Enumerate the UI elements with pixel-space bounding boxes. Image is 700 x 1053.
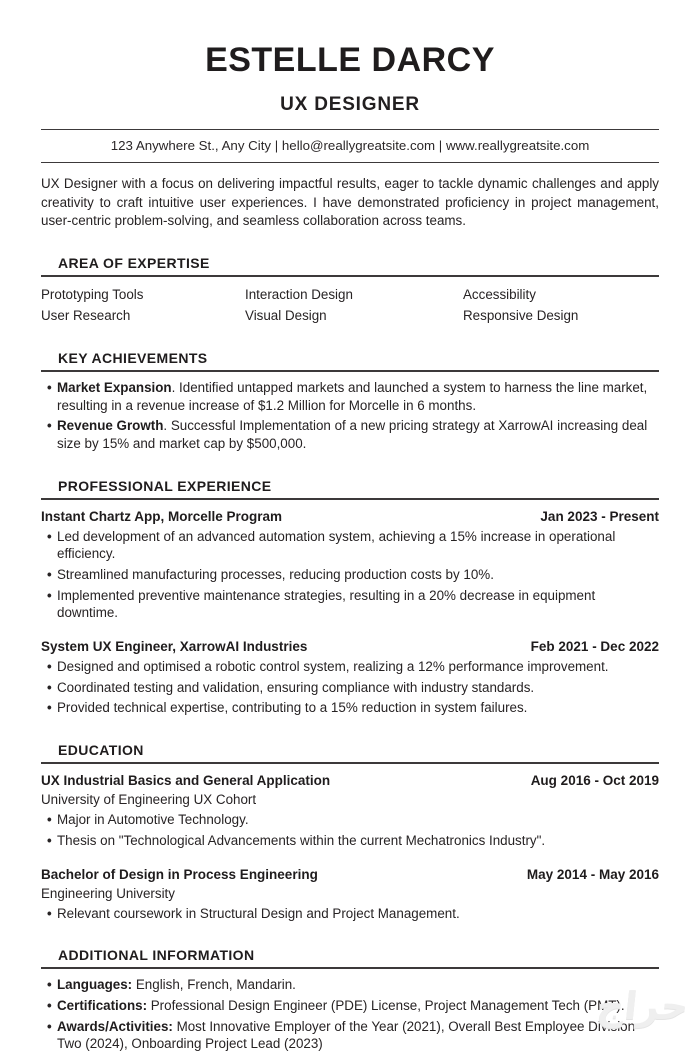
education-entry — [41, 867, 659, 923]
profile-summary: UX Designer with a focus on delivering impactful results, eager to tackle dynamic challenges and apply creativity to craft intuitive user experiences. I have demonstrated proficiency in project management, user-centric problem-solving, and seamless collaboration across teams. — [41, 176, 659, 228]
divider — [41, 370, 659, 372]
section-heading-achievements: KEY ACHIEVEMENTS — [58, 349, 208, 366]
list-item — [41, 658, 659, 676]
education-bullets — [41, 905, 659, 923]
bullet-icon: • — [47, 700, 52, 716]
entry-head — [41, 867, 659, 882]
school-name: University of Engineering UX Cohort — [41, 792, 257, 808]
degree-title: Bachelor of Design in Process Engineering — [41, 866, 318, 882]
bullet-text: Implemented preventive maintenance strategies, resulting in a 20% decrease in equipment downtime. — [57, 587, 596, 621]
bullet-icon: • — [47, 905, 52, 921]
expertise-item: Responsive Design — [463, 308, 579, 324]
job-dates: Feb 2021 - Dec 2022 — [530, 639, 659, 655]
divider — [41, 967, 659, 969]
section-heading-education: EDUCATION — [58, 742, 144, 759]
entry-head — [41, 773, 659, 788]
list-item — [41, 379, 659, 414]
section-heading-expertise: AREA OF EXPERTISE — [58, 255, 210, 272]
bullet-text: Major in Automotive Technology. — [57, 812, 249, 828]
bullet-icon: • — [47, 812, 52, 828]
degree-dates: Aug 2016 - Oct 2019 — [530, 773, 659, 789]
expertise-item: Visual Design — [245, 308, 327, 324]
job-title: System UX Engineer, XarrowAI Industries — [41, 639, 308, 655]
additional-rest: English, French, Mandarin. — [132, 977, 296, 993]
bullet-text: Provided technical expertise, contributing to a 15% reduction in system failures. — [57, 700, 528, 716]
list-item — [41, 1018, 659, 1053]
divider — [41, 275, 659, 277]
divider — [41, 162, 659, 163]
bullet-text: Streamlined manufacturing processes, reducing production costs by 10%. — [57, 567, 494, 583]
list-item — [41, 976, 659, 994]
school-name: Engineering University — [41, 885, 175, 901]
achievement-rest: . Successful Implementation of a new pricing strategy at XarrowAI increasing deal size by 15% and market cap by $500,000. — [57, 418, 648, 451]
achievements-list — [41, 379, 659, 453]
job-title: Instant Chartz App, Morcelle Program — [41, 508, 283, 524]
section-expertise — [41, 255, 659, 325]
entry-head — [41, 639, 659, 654]
degree-dates: May 2014 - May 2016 — [526, 866, 659, 882]
education-entry — [41, 773, 659, 849]
section-education — [41, 742, 659, 922]
bullet-icon: • — [47, 567, 52, 583]
list-item — [41, 997, 659, 1015]
list-item — [41, 679, 659, 697]
candidate-name: ESTELLE DARCY — [205, 41, 495, 79]
additional-text — [57, 976, 659, 994]
bullet-text: Thesis on "Technological Advancements within the current Mechatronics Industry". — [57, 832, 546, 848]
entry-head — [41, 509, 659, 524]
list-item — [41, 587, 659, 622]
bullet-icon: • — [47, 528, 52, 544]
bullet-icon: • — [47, 997, 52, 1013]
bullet-icon: • — [47, 977, 52, 993]
achievement-lead: Market Expansion — [57, 379, 172, 395]
resume-header — [41, 42, 659, 116]
list-item — [41, 528, 659, 563]
achievement-text — [57, 417, 659, 452]
job-bullets — [41, 658, 659, 717]
list-item — [41, 417, 659, 452]
divider — [41, 762, 659, 764]
section-heading-additional: ADDITIONAL INFORMATION — [58, 947, 255, 964]
expertise-item: Prototyping Tools — [41, 287, 144, 303]
section-achievements — [41, 350, 659, 453]
divider — [41, 498, 659, 500]
bullet-icon: • — [47, 379, 52, 395]
bullet-icon: • — [47, 659, 52, 675]
additional-lead: Awards/Activities: — [57, 1018, 173, 1034]
watermark: حراج — [594, 984, 691, 1028]
additional-rest: Professional Design Engineer (PDE) License, Project Management Tech (PMT). — [147, 997, 625, 1013]
bullet-text: Coordinated testing and validation, ensuring compliance with industry standards. — [57, 679, 535, 695]
list-item — [41, 811, 659, 829]
candidate-role: UX DESIGNER — [280, 94, 420, 116]
bullet-icon: • — [47, 1018, 52, 1034]
achievement-text — [57, 379, 659, 414]
degree-title: UX Industrial Basics and General Application — [41, 773, 331, 789]
expertise-item: Accessibility — [463, 287, 536, 303]
additional-lead: Languages: — [57, 977, 133, 993]
job-bullets — [41, 528, 659, 622]
contact-line: 123 Anywhere St., Any City | hello@reallygreatsite.com | www.reallygreatsite.com — [110, 138, 590, 154]
expertise-grid — [41, 286, 659, 325]
achievement-lead: Revenue Growth — [57, 418, 164, 434]
additional-list — [41, 976, 659, 1053]
bullet-text: Designed and optimised a robotic control system, realizing a 12% performance improvement. — [57, 659, 609, 675]
section-additional — [41, 947, 659, 1053]
bullet-text: Relevant coursework in Structural Design and Project Management. — [57, 905, 460, 921]
additional-text — [57, 997, 659, 1015]
experience-entry — [41, 639, 659, 717]
expertise-item: User Research — [41, 308, 131, 324]
job-dates: Jan 2023 - Present — [540, 508, 659, 524]
section-experience — [41, 478, 659, 718]
list-item — [41, 699, 659, 717]
additional-text — [57, 1018, 659, 1053]
bullet-icon: • — [47, 832, 52, 848]
bullet-icon: • — [47, 587, 52, 603]
section-heading-experience: PROFESSIONAL EXPERIENCE — [58, 477, 272, 494]
bullet-icon: • — [47, 418, 52, 434]
achievement-rest: . Identified untapped markets and launched a system to harness the line market, resulting in a revenue increase of $1.2 Million for Morcelle in 6 months. — [57, 379, 648, 413]
additional-lead: Certifications: — [57, 997, 148, 1013]
bullet-icon: • — [47, 679, 52, 695]
bullet-text: Led development of an advanced automation system, achieving a 15% increase in operational efficiency. — [57, 528, 616, 562]
expertise-item: Interaction Design — [245, 287, 353, 303]
list-item — [41, 905, 659, 923]
resume-page — [0, 42, 700, 1053]
additional-rest: Most Innovative Employer of the Year (2021), Overall Best Employee Division Two (2024), Onboarding Project Lead (2023) — [57, 1018, 636, 1052]
experience-entry — [41, 509, 659, 622]
list-item — [41, 832, 659, 850]
list-item — [41, 566, 659, 584]
education-bullets — [41, 811, 659, 849]
